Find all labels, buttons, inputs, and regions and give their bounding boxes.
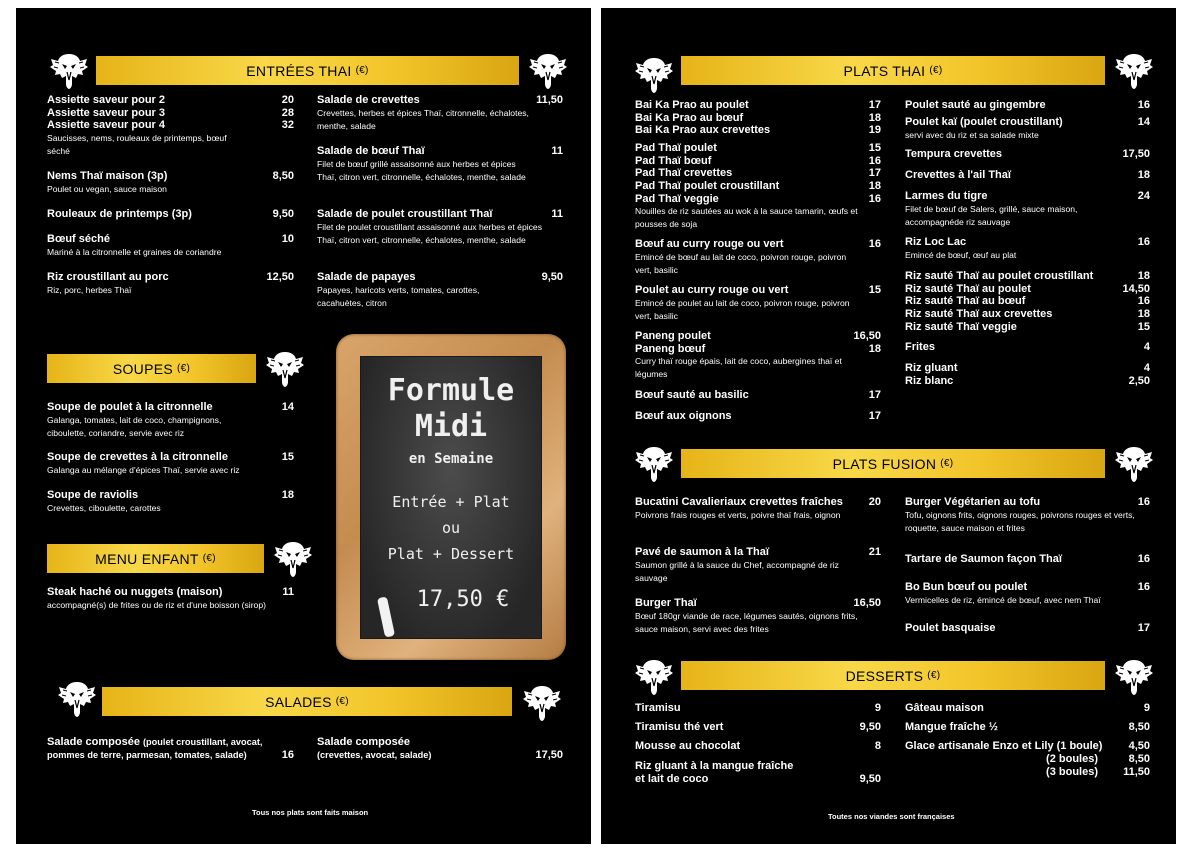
item-name: Frites [905,341,935,353]
item-name: Assiette saveur pour 2 [47,94,165,106]
menu-item-soupe-crevettes [47,451,294,477]
menu-item-burger-vege [905,496,1150,534]
menu-item-mangue [905,721,1150,734]
menu-item-mousse [635,740,881,753]
formule-line6: Plat + Dessert [387,545,515,563]
item-name: Bœuf aux oignons [635,410,732,422]
item-price: 15 [281,451,294,463]
menu-item-bucatini [635,496,881,522]
menu-item-enfant [47,586,294,612]
item-price: 16 [1137,553,1150,565]
item-description: Galanga, tomates, lait de coco, champignons, ciboulette, coriandre, servie avec riz [47,415,222,438]
item-price: 16 [281,749,294,761]
item-name: Crevettes à l'ail Thaï [905,169,1011,181]
menu-item-riz-croustillant [47,271,294,297]
item-price: 16 [868,154,881,167]
salades-currency: (€) [335,696,349,707]
item-price: 17,50 [535,749,563,761]
menu-item-tempura [905,148,1150,161]
fusion-banner [681,449,1105,478]
item-description: accompagné(s) de frites ou de riz et d'une boisson (sirop) [47,600,266,610]
menu-item-tartare [905,553,1150,566]
menu-item-glace [905,740,1150,782]
item-price: 18 [1137,270,1150,282]
menu-item-frites [905,341,1150,354]
item-name: Salade composée [317,736,410,748]
item-price: 18 [1137,308,1150,321]
item-description: Crevettes, ciboulette, carottes [47,503,161,513]
item-description: Poulet ou vegan, sauce maison [47,184,167,194]
item-description: servi avec du riz et sa salade mixte [905,130,1039,140]
item-description: Poivrons frais rouges et verts, poivre thaï frais, oignon [635,510,841,520]
enfant-banner [47,544,264,573]
glace-3-price: 11,50 [1123,766,1150,778]
item-price: 9 [874,702,881,714]
item-name: Tempura crevettes [905,148,1003,160]
item-detail: (crevettes, avocat, salade) [317,750,432,760]
item-name: Salade de bœuf Thaï [317,145,425,157]
item-price: 17 [1137,622,1150,634]
menu-item-larmes-tigre [905,190,1150,228]
enfant-title: MENU ENFANT [95,550,199,567]
item-name: Glace artisanale Enzo et Lily (1 boule) [905,740,1103,752]
elephant-icon [272,538,314,580]
item-name: Riz Loc Lac [905,236,967,248]
item-description: Vermicelles de riz, émincé de bœuf, avec nem Thaï [905,595,1101,605]
left-page [16,8,591,844]
item-price: 18 [281,489,294,501]
item-price: 21 [868,546,881,558]
elephant-icon [527,50,569,92]
item-name: Tiramisu [635,702,681,714]
enfant-currency: (€) [202,553,216,564]
item-name: Bo Bun bœuf ou poulet [905,581,1028,593]
fusion-currency: (€) [940,458,954,469]
soupes-title: SOUPES [112,360,174,377]
desserts-title: DESSERTS [845,667,924,684]
item-price: 16 [1137,99,1150,111]
item-name: Soupe de raviolis [47,489,139,501]
item-price: 9 [1143,702,1150,714]
plats-thai-currency: (€) [929,65,943,76]
item-price: 24 [1137,190,1150,202]
menu-item-poulet-kai [905,116,1150,142]
item-name: Larmes du tigre [905,190,988,202]
item-name: Riz gluant [905,362,958,374]
menu-item-tiramisu [635,702,881,715]
menu-item-rouleaux [47,208,294,221]
item-price: 16,50 [853,597,881,609]
item-price: 17 [868,389,881,401]
item-name: Pad Thaï crevettes [635,167,733,180]
elephant-icon [264,348,306,390]
elephant-icon [633,54,675,96]
formule-line1: Formule [387,373,515,408]
formule-line5: ou [441,519,461,537]
item-price: 14 [1137,116,1150,128]
item-name: Paneng poulet [635,330,711,342]
item-name: Riz sauté Thaï au poulet croustillant [905,270,1094,282]
item-price: 9,50 [859,773,881,785]
menu-group-paneng [635,330,881,380]
item-name: Gâteau maison [905,702,984,714]
elephant-icon [48,50,90,92]
menu-item-burger-thai [635,597,881,635]
item-name: Soupe de crevettes à la citronnelle [47,451,228,463]
item-description: Bœuf 180gr viande de race, légumes sautés, oignons frits, sauce maison, servi avec des frites [635,611,858,634]
entrees-banner [96,56,519,85]
item-price: 18 [1137,169,1150,181]
item-description: Galanga au mélange d'épices Thaï, servie avec riz [47,465,240,475]
item-price: 16,50 [853,330,881,342]
menu-item-crevettes-ail [905,169,1150,182]
menu-item-nems [47,170,294,196]
item-name: Pad Thaï poulet croustillant [635,180,780,193]
item-name: Rouleaux de printemps (3p) [47,208,192,220]
item-name: Poulet basquaise [905,622,996,634]
item-name: Tartare de Saumon façon Thaï [905,553,1062,565]
item-price: 20 [281,94,294,106]
entrees-title: ENTRÉES THAI [246,62,352,79]
soupes-banner [47,354,256,383]
item-name: Poulet sauté au gingembre [905,99,1046,111]
item-name: Poulet au curry rouge ou vert [635,284,789,296]
formule-line2: Midi [414,409,488,444]
menu-group-kaprao [635,99,881,137]
item-name: Burger Végétarien au tofu [905,496,1041,508]
menu-item-assiette [47,94,294,157]
elephant-icon [1113,443,1155,485]
item-name: Soupe de poulet à la citronnelle [47,401,213,413]
item-name: Riz sauté Thaï au bœuf [905,295,1026,308]
menu-item-loc-lac [905,236,1150,262]
item-price: 15 [868,142,881,154]
menu-item-tiramisu-the [635,721,881,734]
item-price: 16 [1137,236,1150,248]
item-price: 32 [281,119,294,132]
item-price: 16 [868,192,881,205]
item-name: Salade de crevettes [317,94,420,106]
item-description: Mariné à la citronnelle et graines de coriandre [47,247,222,257]
item-price: 16 [1137,295,1150,308]
menu-item-salade-crevettes [317,94,563,132]
item-price: 10 [281,233,294,245]
item-name: Bœuf sauté au basilic [635,389,749,401]
item-price: 20 [868,496,881,508]
menu-item-soupe-raviolis [47,489,294,515]
item-name-line2: et lait de coco [635,773,709,785]
item-price: 4,50 [1128,740,1150,752]
item-price: 8,50 [1128,721,1150,733]
item-price: 4 [1143,362,1150,374]
item-name: Riz croustillant au porc [47,271,169,283]
glace-2-price: 8,50 [1128,753,1150,765]
item-name: Poulet kaï (poulet croustillant) [905,116,1063,128]
item-name: Salade de poulet croustillant Thaï [317,208,493,220]
item-price: 11,50 [536,94,563,106]
item-name: Riz sauté Thaï au poulet [905,282,1031,295]
item-price: 12,50 [266,271,294,283]
item-price: 18 [868,180,881,193]
item-name: Bai Ka Prao au bœuf [635,111,744,124]
item-description: Filet de bœuf de Salers, grillé, sauce maison, accompagnéde riz sauvage [905,204,1078,227]
item-price: 11 [282,586,294,598]
formule-line4: Entrée + Plat [392,493,510,511]
item-price: 9,50 [272,208,294,220]
desserts-banner [681,661,1105,690]
item-name: Riz sauté Thaï veggie [905,320,1017,333]
item-price: 11 [551,208,563,220]
item-price: 17 [868,99,881,111]
footnote-maison: Tous nos plats sont faits maison [252,808,369,817]
menu-item-gingembre [905,99,1150,112]
item-name: Mangue fraîche ½ [905,721,998,733]
item-name: Riz sauté Thaï aux crevettes [905,308,1053,321]
item-price: 17 [868,167,881,180]
item-price: 16 [868,238,881,250]
item-name: Bucatini Cavalieriaux crevettes fraîches [635,496,843,508]
menu-item-basquaise [905,622,1150,635]
item-name: Steak haché ou nuggets (maison) [47,586,223,598]
item-description: Tofu, oignons frits, oignons rouges, poivrons rouges et verts, roquette, sauce maison et frites [905,510,1135,533]
menu-item-salade-papayes [317,271,563,309]
item-price: 2,50 [1128,374,1150,387]
menu-item-bo-bun [905,581,1150,607]
item-description: Riz, porc, herbes Thaï [47,285,132,295]
item-price: 8 [874,740,881,752]
item-name: Salade de papayes [317,271,416,283]
item-description: Nouilles de riz sautées au wok à la sauce tamarin, œufs et pousses de soja [635,206,858,229]
item-name: Bai Ka Prao au poulet [635,99,749,111]
menu-item-salade-composee-2 [317,736,563,762]
item-price: 14 [281,401,294,413]
glace-3-label: (3 boules) [1046,766,1098,778]
elephant-icon [521,682,563,724]
item-price: 8,50 [272,170,294,182]
plats-thai-banner [681,56,1105,85]
menu-item-riz-mangue [635,760,881,786]
item-description: Emincé de bœuf, œuf au plat [905,250,1017,260]
item-price: 16 [1137,581,1150,593]
item-name: Tiramisu thé vert [635,721,724,733]
glace-2-label: (2 boules) [1046,753,1098,765]
elephant-icon [633,443,675,485]
item-price: 28 [281,106,294,119]
elephant-icon [1113,50,1155,92]
formule-price: 17,50 € [416,587,510,612]
item-description: Filet de bœuf grillé assaisonné aux herbes et épices Thaï, citron vert, citronnelle, échalotes, menthe, salade [317,159,526,182]
item-description: Emincé de bœuf au lait de coco, poivron rouge, poivron vert, basilic [635,252,847,275]
menu-item-salade-poulet [317,208,563,246]
formule-midi-board [336,334,566,660]
item-name: Bai Ka Prao aux crevettes [635,124,771,137]
item-price: 11 [551,145,563,157]
item-description: Curry thaï rouge épais, lait de coco, aubergines thaï et légumes [635,356,842,379]
fusion-title: PLATS FUSION [832,455,937,472]
item-description: Filet de poulet croustillant assaisonné aux herbes et épices Thaï, citron vert, citronnelle, échalotes, menthe, salade [317,222,543,245]
menu-item-boeuf-seche [47,233,294,259]
elephant-icon [1113,656,1155,698]
menu-item-soupe-poulet [47,401,294,439]
item-name: Salade composée [47,736,140,748]
item-name: Pad Thaï veggie [635,192,719,205]
item-name: Riz blanc [905,374,954,387]
menu-item-salade-boeuf [317,145,563,183]
elephant-icon [633,656,675,698]
item-name: Bœuf séché [47,233,110,245]
formule-line3: en Semaine [408,451,494,467]
item-description: Papayes, haricots verts, tomates, carottes, cacahuètes, citron [317,285,480,308]
item-price: 9,50 [541,271,563,283]
item-price: 17,50 [1122,148,1150,160]
menu-group-riz [905,362,1150,387]
menu-item-saumon [635,546,881,584]
item-name: Nems Thaï maison (3p) [47,170,168,182]
menu-item-boeuf-oignons [635,410,881,423]
desserts-currency: (€) [927,670,941,681]
item-price: 18 [868,111,881,124]
item-price: 9,50 [859,721,881,733]
item-price: 16 [1137,496,1150,508]
item-name: Assiette saveur pour 3 [47,106,165,119]
item-name: Pad Thaï bœuf [635,154,712,167]
item-price: 14,50 [1122,282,1150,295]
item-description: Emincé de poulet au lait de coco, poivron rouge, poivron vert, basilic [635,298,850,321]
menu-item-curry-boeuf [635,238,881,276]
plats-thai-title: PLATS THAI [843,62,926,79]
item-price: 15 [1137,320,1150,333]
item-description: Crevettes, herbes et épices Thaï, citronnelle, échalotes, menthe, salade [317,108,529,131]
item-price: 4 [1143,341,1150,353]
menu-group-padthai [635,142,881,230]
item-name: Pavé de saumon à la Thaï [635,546,769,558]
menu-group-riz-saute [905,270,1150,333]
item-price: 18 [868,342,881,355]
item-name: Mousse au chocolat [635,740,741,752]
footnote-viandes: Toutes nos viandes sont françaises [828,812,955,821]
menu-item-boeuf-basilic [635,389,881,402]
menu-item-gateau [905,702,1150,715]
item-description: Saucisses, nems, rouleaux de printemps, bœuf séché [47,133,227,156]
item-price: 19 [868,124,881,137]
item-name: Assiette saveur pour 4 [47,119,165,132]
item-detail: (poulet croustillant, avocat, pommes de terre, parmesan, tomates, salade) [47,737,263,760]
menu-item-curry-poulet [635,284,881,322]
elephant-icon [56,678,98,720]
salades-title: SALADES [265,693,332,710]
item-name: Paneng bœuf [635,342,706,355]
soupes-currency: (€) [177,363,191,374]
item-name: Bœuf au curry rouge ou vert [635,238,784,250]
entrees-currency: (€) [355,65,369,76]
right-page [601,8,1176,844]
item-price: 15 [868,284,881,296]
item-name: Pad Thaï poulet [635,142,717,154]
item-name: Burger Thaï [635,597,697,609]
menu-item-salade-composee-1 [47,736,294,762]
item-name-line1: Riz gluant à la mangue fraîche [635,760,794,772]
item-description: Saumon grillé à la sauce du Chef, accompagné de riz sauvage [635,560,839,583]
chalkboard-surface [360,356,542,639]
salades-banner [102,687,512,716]
item-price: 17 [868,410,881,422]
